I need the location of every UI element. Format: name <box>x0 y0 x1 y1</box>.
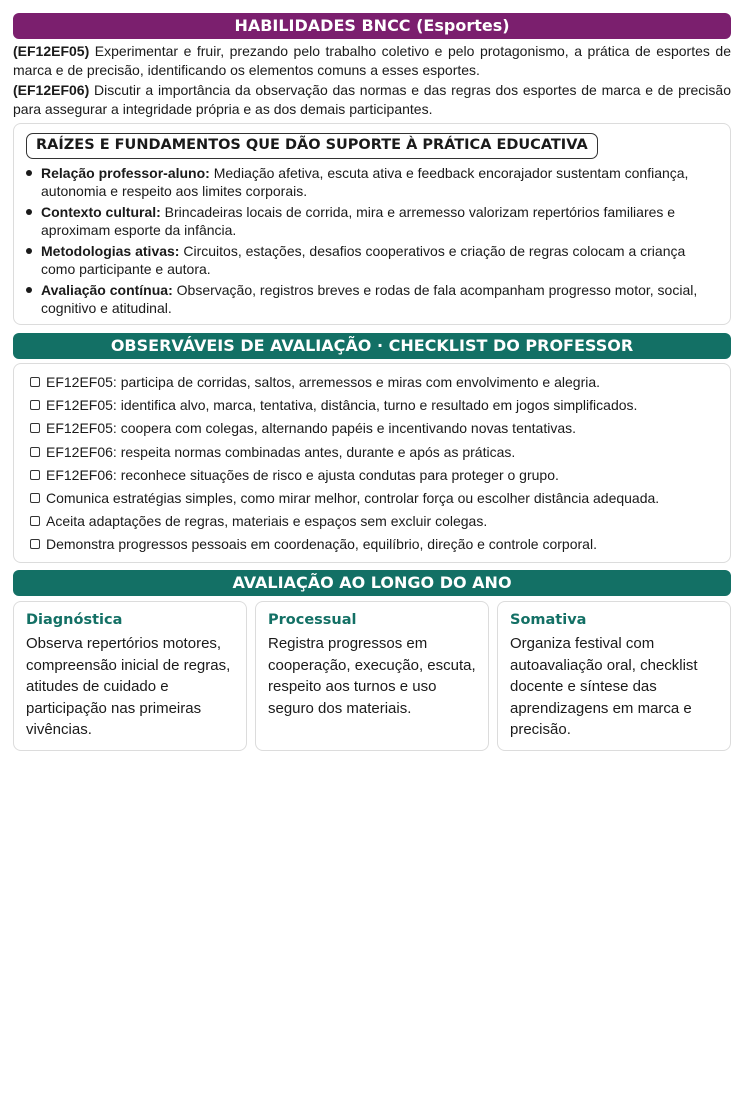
checklist <box>30 373 659 559</box>
phase-title: Processual <box>268 612 357 628</box>
habilidade-text: Discutir a importância da observação das normas e das regras dos esportes de marca e de precisão para assegurar a integridade própria e as dos demais participantes. <box>13 82 731 117</box>
phase-card-diagnostica <box>13 601 247 751</box>
observaveis-header: OBSERVÁVEIS DE AVALIAÇÃO · CHECKLIST DO PROFESSOR <box>13 333 731 359</box>
checkbox-icon[interactable] <box>30 447 40 457</box>
habilidade-text: Experimentar e fruir, prezando pelo trabalho coletivo e pelo protagonismo, a prática de esportes de marca e de precisão, identificando os elementos comuns a esses esportes. <box>13 43 731 78</box>
avaliacao-header: AVALIAÇÃO AO LONGO DO ANO <box>13 570 731 596</box>
item-text: Mediação afetiva, escuta ativa e feedback encorajador sustentam confiança, autonomia e respeito aos limites corporais. <box>41 165 689 199</box>
phase-title: Somativa <box>510 612 587 628</box>
habilidades-header: HABILIDADES BNCC (Esportes) <box>13 13 731 39</box>
habilidades-list <box>13 42 731 120</box>
item-label: Contexto cultural: <box>41 204 161 220</box>
checkbox-icon[interactable] <box>30 400 40 410</box>
checklist-item[interactable] <box>30 535 659 558</box>
raizes-list <box>24 164 714 320</box>
item-text: Circuitos, estações, desafios cooperativos e criação de regras colocam a criança como participante e autora. <box>41 243 686 277</box>
list-item <box>24 203 714 239</box>
list-item <box>24 242 714 278</box>
checkbox-icon[interactable] <box>30 539 40 549</box>
checklist-text: EF12EF05: coopera com colegas, alternando papéis e incentivando novas tentativas. <box>46 420 576 437</box>
checkbox-icon[interactable] <box>30 470 40 480</box>
checklist-item[interactable] <box>30 489 659 512</box>
checklist-item[interactable] <box>30 512 659 535</box>
raizes-title: RAÍZES E FUNDAMENTOS QUE DÃO SUPORTE À PRÁTICA EDUCATIVA <box>26 133 598 159</box>
habilidade-item <box>13 42 731 80</box>
item-text: Brincadeiras locais de corrida, mira e arremesso valorizam repertórios familiares e aproximam esporte da infância. <box>41 204 676 238</box>
list-item <box>24 281 714 317</box>
phase-text: Observa repertórios motores, compreensão inicial de regras, atitudes de cuidado e participação nas primeiras vivências. <box>26 635 231 738</box>
phase-text: Registra progressos em cooperação, execução, escuta, respeito aos turnos e uso seguro dos materiais. <box>268 635 476 717</box>
checklist-item[interactable] <box>30 419 659 442</box>
checklist-text: Aceita adaptações de regras, materiais e espaços sem excluir colegas. <box>46 513 488 530</box>
checklist-item[interactable] <box>30 466 659 489</box>
checklist-text: EF12EF06: reconhece situações de risco e ajusta condutas para proteger o grupo. <box>46 466 559 483</box>
list-item <box>24 164 714 200</box>
item-text: Observação, registros breves e rodas de fala acompanham progresso motor, social, cognitivo e atitudinal. <box>41 282 698 316</box>
item-label: Relação professor-aluno: <box>41 165 210 181</box>
phase-title: Diagnóstica <box>26 612 123 628</box>
checkbox-icon[interactable] <box>30 493 40 503</box>
checklist-item[interactable] <box>30 373 659 396</box>
raizes-card <box>13 123 731 325</box>
checkbox-icon[interactable] <box>30 516 40 526</box>
habilidade-code: (EF12EF06) <box>13 82 90 98</box>
habilidade-code: (EF12EF05) <box>13 43 90 59</box>
habilidade-item <box>13 81 731 119</box>
checkbox-icon[interactable] <box>30 377 40 387</box>
checklist-item[interactable] <box>30 443 659 466</box>
checklist-text: EF12EF05: participa de corridas, saltos, arremessos e miras com envolvimento e alegria. <box>46 374 601 390</box>
item-label: Avaliação contínua: <box>41 282 173 298</box>
item-label: Metodologias ativas: <box>41 243 180 259</box>
checklist-text: EF12EF06: respeita normas combinadas antes, durante e após as práticas. <box>46 443 516 460</box>
checklist-card <box>13 363 731 563</box>
checklist-text: Demonstra progressos pessoais em coordenação, equilíbrio, direção e controle corporal. <box>46 536 597 553</box>
phase-card-somativa <box>497 601 731 751</box>
checkbox-icon[interactable] <box>30 423 40 433</box>
phase-text: Organiza festival com autoavaliação oral, checklist docente e síntese das aprendizagens em marca e precisão. <box>510 635 698 738</box>
checklist-item[interactable] <box>30 396 659 419</box>
checklist-text: Comunica estratégias simples, como mirar melhor, controlar força ou escolher distância adequada. <box>46 489 660 506</box>
phase-card-processual <box>255 601 489 751</box>
checklist-text: EF12EF05: identifica alvo, marca, tentativa, distância, turno e resultado em jogos simplificados. <box>46 397 638 414</box>
